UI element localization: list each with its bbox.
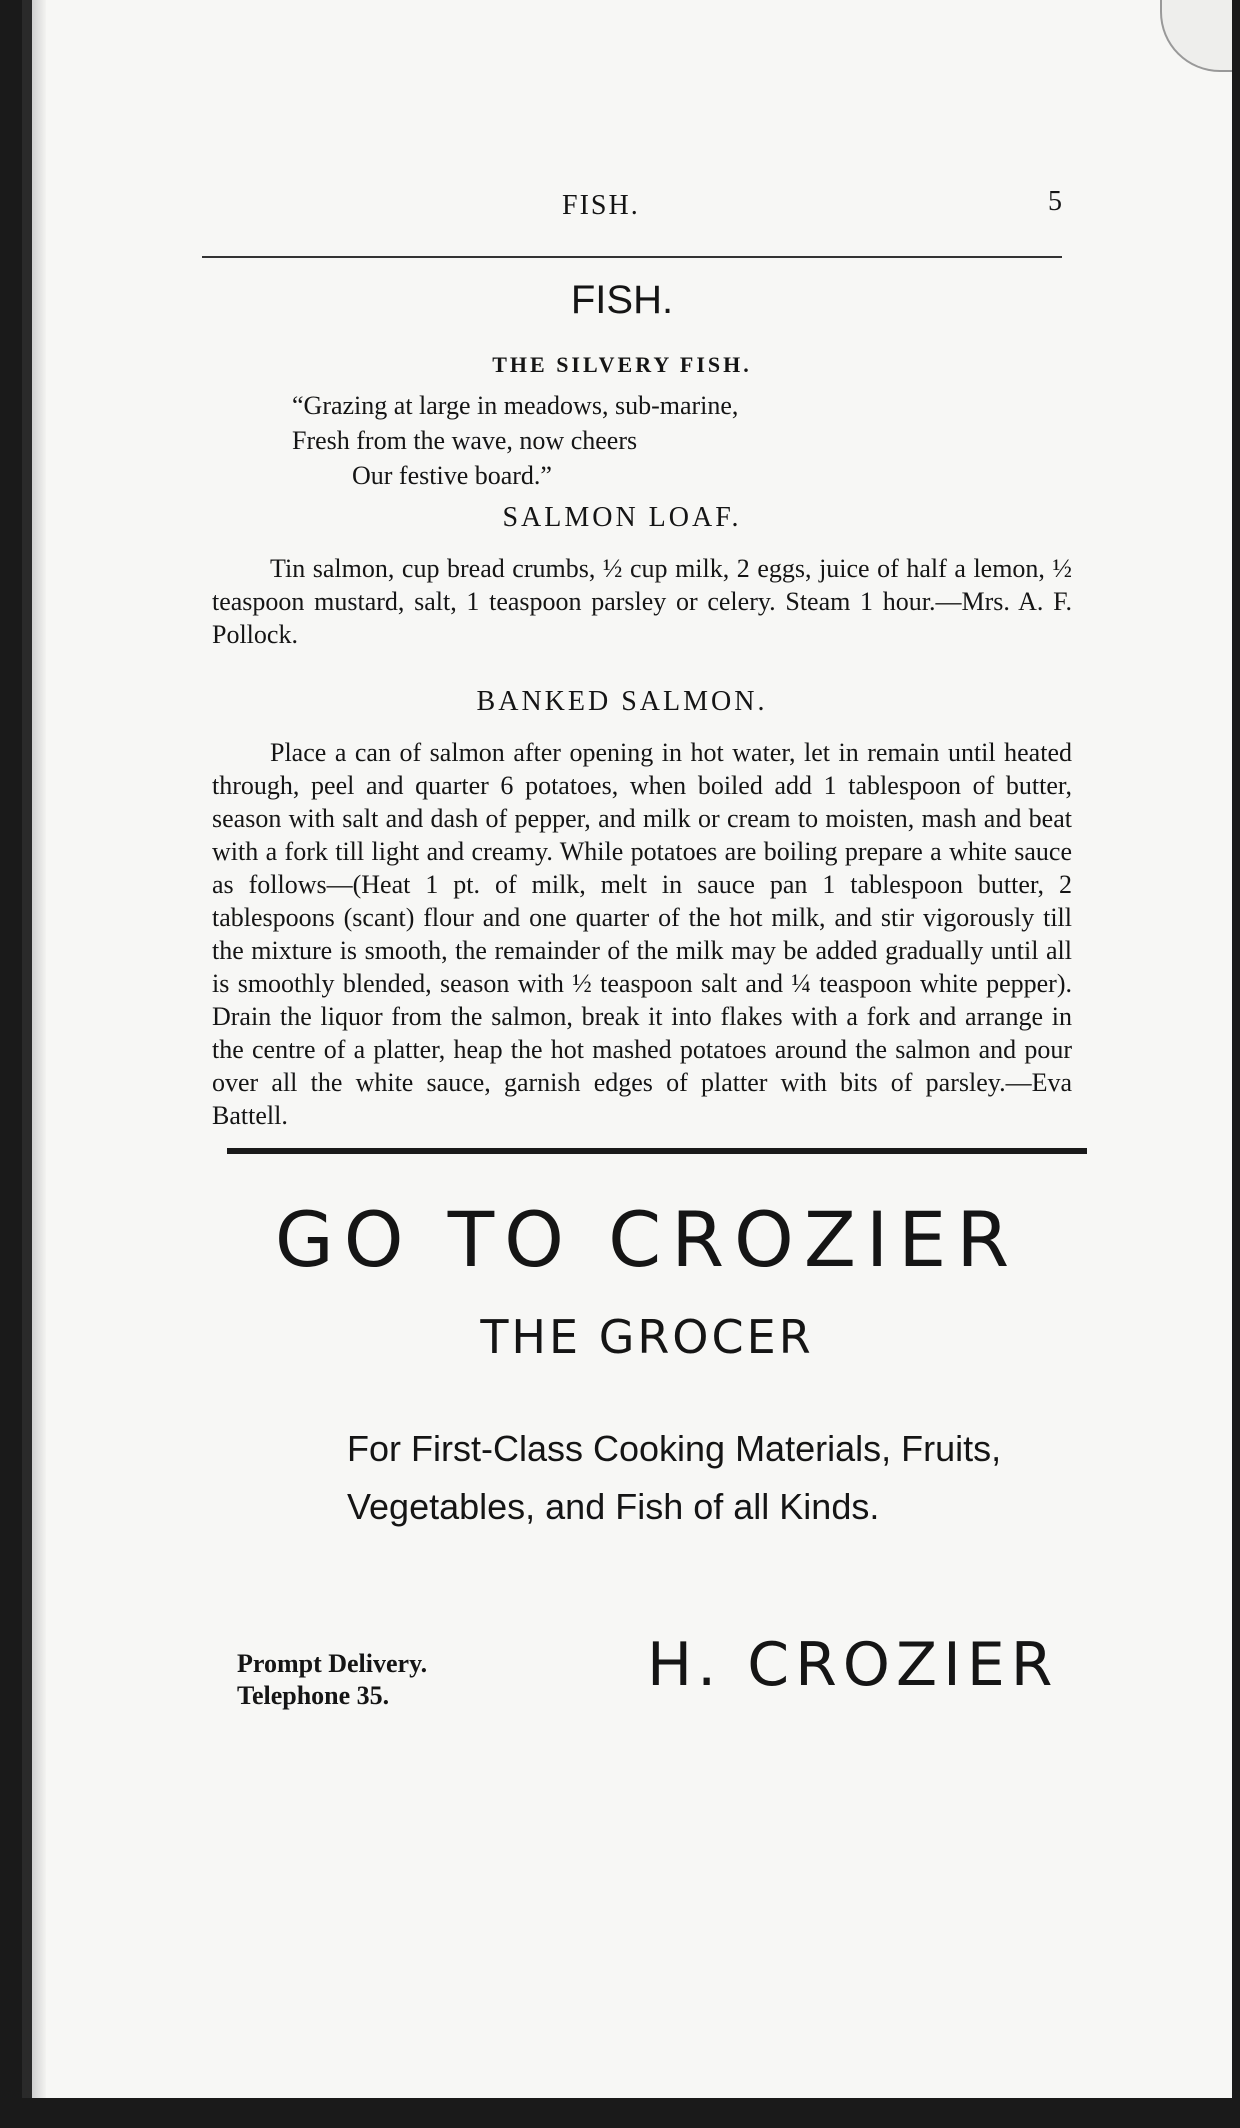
ad-delivery-line: Prompt Delivery. [237,1649,428,1678]
header-rule [202,256,1062,258]
ad-telephone-line: Telephone 35. [237,1681,390,1710]
running-title: FISH. [562,190,640,221]
advertisement-rule [227,1148,1087,1154]
page-corner-curl [1160,0,1232,72]
ad-headline: GO TO CROZIER [274,1195,1020,1284]
book-page [22,0,1232,2098]
poem-line: Our festive board.” [352,461,552,490]
ad-subheadline: THE GROCER [480,1310,814,1364]
scan-bottom-edge [0,2098,1240,2128]
poem-line: Fresh from the wave, now cheers [292,426,638,455]
recipe-body-banked-salmon: Place a can of salmon after opening in hot water, let in remain until heated through, peel and quarter 6 potatoes, when boiled add 1 tablespoon of butter, season with salt and dash of pepper, and milk or cream to moisten, mash and beat with a fork till light and creamy. While potatoes are boiling prepare a white sauce as follows—(Heat 1 pt. of milk, melt in sauce pan 1 tablespoon butter, 2 tablespoons (scant) flour and one quarter of the hot milk, and stir vigorously till the mixture is smooth, the remainder of the milk may be added gradually until all is smoothly blended, season with ½ teaspoon salt and ¼ teaspoon white pepper). Drain the liquor from the salmon, break it into flakes with a fork and arrange in the centre of a platter, heap the hot mashed potatoes around the salmon and pour over all the white sauce, garnish edges of platter with bits of parsley.—Eva Battell. [212,738,1072,1130]
page-gutter-shadow [32,0,46,2098]
section-title: FISH. [570,278,674,322]
recipe-title-banked-salmon: BANKED SALMON. [476,686,768,717]
ad-signature: H. CROZIER [647,1630,1059,1700]
recipe-body-salmon-loaf: Tin salmon, cup bread crumbs, ½ cup milk, 2 eggs, juice of half a lemon, ½ teaspoon mustard, salt, 1 teaspoon parsley or celery. Steam 1 hour.—Mrs. A. F. Pollock. [212,554,1072,649]
page-number: 5 [1048,186,1062,217]
poem [292,388,738,493]
ad-description: For First-Class Cooking Materials, Fruits, Vegetables, and Fish of all Kinds. [347,1428,1002,1527]
running-header [182,186,1062,236]
recipe-title-salmon-loaf: SALMON LOAF. [502,502,742,533]
poem-title: THE SILVERY FISH. [492,352,752,377]
poem-line: “Grazing at large in meadows, sub-marine, [292,391,739,420]
ad-delivery-info [237,1648,427,1712]
page-content [182,186,1072,1130]
